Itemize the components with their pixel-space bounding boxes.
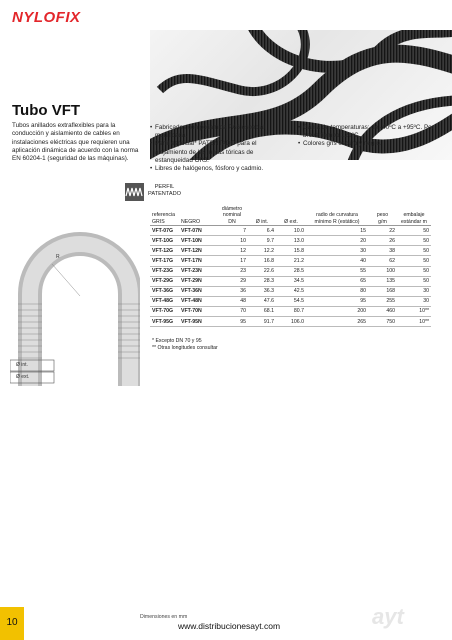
cell-emb: 50 <box>423 258 429 265</box>
cell-ext: 13.0 <box>293 237 304 244</box>
table-row <box>150 317 431 327</box>
cell-negro: VFT-36N <box>181 288 202 295</box>
header-embalaje-unit: estándar m <box>397 218 431 226</box>
cell-int: 28.3 <box>263 278 274 285</box>
cell-ext: 54.5 <box>293 298 304 305</box>
header-embalaje: embalaje <box>403 211 425 218</box>
cell-int: 47.6 <box>263 298 274 305</box>
cell-ext: 106.0 <box>291 318 304 325</box>
cell-ext: 28.5 <box>293 268 304 275</box>
header-negro: NEGRO <box>179 218 216 226</box>
cell-gris: VFT-07G <box>152 227 174 234</box>
table-row <box>150 276 431 286</box>
header-peso-unit: g/m <box>368 218 397 226</box>
cell-int: 22.6 <box>263 268 274 275</box>
cell-radio: 80 <box>360 288 366 295</box>
cell-ext: 34.5 <box>293 278 304 285</box>
cell-dn: 36 <box>240 288 246 295</box>
cell-int: 36.3 <box>263 288 274 295</box>
cell-peso: 22 <box>389 227 395 234</box>
cell-dn: 17 <box>240 258 246 265</box>
cell-int: 12.2 <box>263 247 274 254</box>
cell-negro: VFT-70N <box>181 308 202 315</box>
features-list-2 <box>298 124 446 149</box>
cell-emb: 50 <box>423 247 429 254</box>
cell-dn: 10 <box>240 237 246 244</box>
cell-peso: 168 <box>386 288 395 295</box>
cell-ext: 15.8 <box>293 247 304 254</box>
table-row <box>150 226 431 236</box>
cell-negro: VFT-95N <box>181 318 202 325</box>
cell-ext: 10.0 <box>293 227 304 234</box>
cell-gris: VFT-36G <box>152 288 174 295</box>
cell-peso: 62 <box>389 258 395 265</box>
cell-gris: VFT-29G <box>152 278 174 285</box>
cell-gris: VFT-10G <box>152 237 174 244</box>
cell-peso: 460 <box>386 308 395 315</box>
cell-ext: 80.7 <box>293 308 304 315</box>
cell-gris: VFT-95G <box>152 318 174 325</box>
footnote: ** Otras longitudes consultar <box>152 344 218 351</box>
feature-item: • Perfil especial* PATENTADO para el alojamiento de las juntas tóricas de estanqueidad ORJ. <box>150 140 288 165</box>
cell-gris: VFT-12G <box>152 247 174 254</box>
cell-dn: 12 <box>240 247 246 254</box>
cell-gris: VFT-17G <box>152 258 174 265</box>
feature-item: • Libres de halógenos, fósforo y cadmio. <box>150 165 288 173</box>
outer-diameter-label: Ø ext. <box>16 374 30 380</box>
page-number: 10 <box>0 607 24 640</box>
brand-logo: NYLOFIX <box>12 9 81 26</box>
table-row <box>150 306 431 316</box>
cell-dn: 29 <box>240 278 246 285</box>
cell-dn: 23 <box>240 268 246 275</box>
cell-emb: 30 <box>423 298 429 305</box>
patented-profile-badge <box>125 183 183 201</box>
cell-radio: 55 <box>360 268 366 275</box>
dimensions-note: Dimensiones en mm <box>140 614 188 620</box>
cell-int: 6.4 <box>266 227 274 234</box>
cell-negro: VFT-12N <box>181 247 202 254</box>
table-body <box>150 226 431 327</box>
feature-item: • Fabricados con poliamida PA6 especial modificada. <box>150 124 288 140</box>
header-radio-sub: mínimo R (estático) <box>306 218 368 226</box>
feature-item: • Gama de temperaturas: de -40ºC a +95ºC. Por breve tiempo 120ºC. <box>298 124 446 140</box>
specifications-table <box>150 207 431 327</box>
cell-ext: 21.2 <box>293 258 304 265</box>
cell-emb: 50 <box>423 278 429 285</box>
badge-line-1: PERFIL <box>154 184 175 190</box>
cell-negro: VFT-23N <box>181 268 202 275</box>
cell-radio: 15 <box>360 227 366 234</box>
header-dn-code: DN <box>216 218 248 226</box>
cell-emb: 10** <box>419 318 429 325</box>
header-gris: GRIS <box>150 218 179 226</box>
badge-line-2: PATENTADO <box>148 190 181 197</box>
footnotes <box>152 338 218 352</box>
header-referencia: referencia <box>152 211 176 218</box>
cell-emb: 50 <box>423 227 429 234</box>
cell-int: 16.8 <box>263 258 274 265</box>
feature-item: • Colores gris oscuro y negro. <box>298 140 446 148</box>
header-dn-line2: nominal <box>222 211 242 218</box>
profile-icon <box>125 183 144 201</box>
header-peso: peso <box>376 211 389 218</box>
header-dn <box>216 207 248 218</box>
footnote: * Excepto DN 70 y 95 <box>152 338 202 344</box>
cell-gris: VFT-70G <box>152 308 174 315</box>
cell-radio: 20 <box>360 237 366 244</box>
table-row <box>150 236 431 246</box>
cell-radio: 65 <box>360 278 366 285</box>
cell-negro: VFT-17N <box>181 258 202 265</box>
cell-radio: 40 <box>360 258 366 265</box>
cell-peso: 750 <box>386 318 395 325</box>
cell-radio: 95 <box>360 298 366 305</box>
cell-peso: 100 <box>386 268 395 275</box>
table-row <box>150 296 431 306</box>
website-url[interactable]: www.distribucionesayt.com <box>178 621 281 631</box>
header-inner-diameter: Ø int. <box>248 218 276 226</box>
table-row <box>150 246 431 256</box>
table-header-row <box>150 207 431 218</box>
cell-peso: 38 <box>389 247 395 254</box>
table-subheader-row <box>150 218 431 226</box>
cell-int: 9.7 <box>266 237 274 244</box>
product-description: Tubos anillados extraflexibles para la conducción y aislamiento de cables en instalaciones eléctricas que requieren una aplicación dinámica de acuerdo con la norma EN 60204-1 (seguridad de las máquinas). <box>12 122 139 163</box>
cell-emb: 50 <box>423 237 429 244</box>
table-row <box>150 266 431 276</box>
header-radio: radio de curvatura <box>316 211 358 218</box>
cell-emb: 50 <box>423 268 429 275</box>
table-row <box>150 286 431 296</box>
radius-label: R <box>56 254 60 260</box>
cell-negro: VFT-10N <box>181 237 202 244</box>
cell-negro: VFT-07N <box>181 227 202 234</box>
cell-radio: 30 <box>360 247 366 254</box>
cell-dn: 70 <box>240 308 246 315</box>
table-row <box>150 256 431 266</box>
company-logo: ayt <box>372 604 404 629</box>
cell-peso: 26 <box>389 237 395 244</box>
cell-negro: VFT-29N <box>181 278 202 285</box>
inner-diameter-label: Ø int. <box>16 362 28 368</box>
cell-peso: 135 <box>386 278 395 285</box>
bend-radius-diagram <box>10 224 140 386</box>
features-list-1 <box>150 124 288 173</box>
header-outer-diameter: Ø ext. <box>276 218 306 226</box>
cell-int: 91.7 <box>263 318 274 325</box>
cell-radio: 265 <box>357 318 366 325</box>
cell-gris: VFT-23G <box>152 268 174 275</box>
cell-ext: 42.5 <box>293 288 304 295</box>
cell-negro: VFT-48N <box>181 298 202 305</box>
cell-peso: 255 <box>386 298 395 305</box>
cell-int: 68.1 <box>263 308 274 315</box>
cell-gris: VFT-48G <box>152 298 174 305</box>
cell-dn: 7 <box>243 227 246 234</box>
cell-radio: 200 <box>357 308 366 315</box>
cell-emb: 30 <box>423 288 429 295</box>
cell-emb: 10** <box>419 308 429 315</box>
page-title: Tubo VFT <box>12 102 81 119</box>
header-dn-line1: diámetro <box>221 206 243 212</box>
cell-dn: 48 <box>240 298 246 305</box>
cell-dn: 95 <box>240 318 246 325</box>
